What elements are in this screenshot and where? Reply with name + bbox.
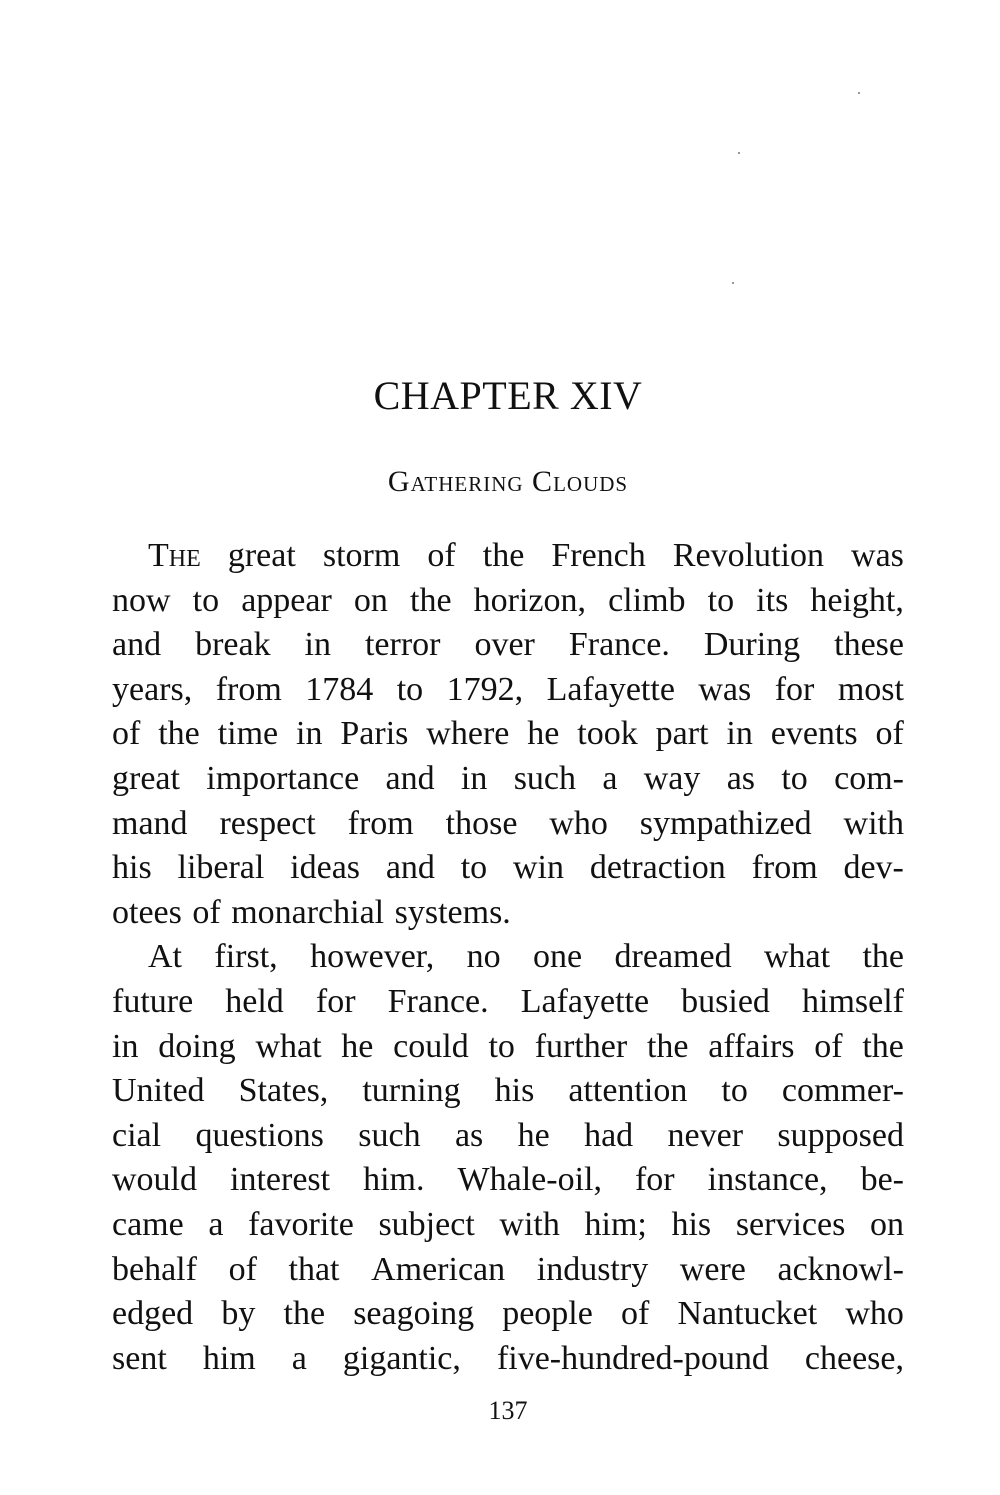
word: sent	[112, 1339, 167, 1377]
word: a	[208, 1205, 224, 1243]
word: acknowl-	[777, 1250, 904, 1288]
word: in	[726, 715, 753, 753]
word: events	[770, 715, 858, 753]
text-line	[112, 1025, 904, 1070]
word: At	[148, 938, 182, 976]
word: Nantucket	[677, 1295, 818, 1333]
word: of	[875, 715, 904, 753]
word: no	[466, 938, 501, 976]
word: in	[112, 1027, 139, 1065]
word: with	[499, 1205, 560, 1243]
word: five-hundred-pound	[496, 1339, 769, 1377]
word: industry	[536, 1250, 649, 1288]
word: were	[679, 1250, 746, 1288]
word: had	[584, 1116, 634, 1154]
word: what	[255, 1027, 322, 1065]
word: appear	[241, 581, 332, 619]
word: Lafayette	[520, 982, 650, 1020]
text-line	[112, 668, 904, 713]
text-line	[112, 1069, 904, 1114]
word: came	[112, 1205, 184, 1243]
word: him.	[363, 1161, 425, 1199]
word: further	[534, 1027, 628, 1065]
word: France.	[568, 626, 670, 664]
word: was	[698, 670, 752, 708]
word: that	[288, 1250, 340, 1288]
word: who	[845, 1295, 904, 1333]
word: himself	[802, 982, 904, 1020]
word: detraction	[589, 849, 726, 887]
page-speck	[738, 152, 740, 154]
word: storm	[322, 537, 401, 574]
word: of	[621, 1295, 650, 1333]
page-number: 137	[488, 1396, 528, 1425]
word: monarchial	[231, 893, 395, 931]
word: American	[371, 1250, 506, 1288]
word: with	[843, 804, 904, 842]
text-line	[112, 1337, 904, 1382]
word: During	[703, 626, 801, 664]
word: win	[513, 849, 564, 887]
word: cheese,	[804, 1339, 904, 1377]
word: sympathized	[639, 804, 812, 842]
word: a	[602, 759, 618, 797]
word: what	[763, 938, 831, 976]
word: dreamed	[614, 938, 732, 976]
word: cial	[112, 1116, 162, 1154]
word: people	[502, 1295, 593, 1333]
word: Whale-oil,	[457, 1161, 602, 1199]
word: took	[577, 715, 638, 753]
word: from	[751, 849, 818, 887]
word: he	[527, 715, 560, 753]
chapter-title: Gathering Clouds	[387, 465, 629, 498]
word: these	[834, 626, 904, 664]
word: future	[112, 982, 194, 1020]
word: those	[445, 804, 518, 842]
word: on	[353, 581, 388, 619]
word: to	[781, 759, 808, 797]
text-line	[112, 1292, 904, 1337]
word: the	[862, 1027, 904, 1065]
word: the	[862, 938, 904, 976]
word: of	[228, 1250, 257, 1288]
lead-word: The	[148, 537, 201, 574]
text-line	[112, 1248, 904, 1293]
word: respect	[219, 804, 316, 842]
word: a	[291, 1339, 307, 1377]
word: questions	[195, 1116, 324, 1154]
word: affairs	[708, 1027, 795, 1065]
word: to	[460, 849, 488, 887]
word: the	[158, 715, 200, 753]
word: France.	[387, 982, 489, 1020]
word: behalf	[112, 1250, 197, 1288]
word: otees	[112, 893, 193, 931]
word: 1784	[305, 670, 374, 708]
word: of	[814, 1027, 843, 1065]
text-line	[112, 623, 904, 668]
word: the	[482, 537, 525, 574]
word: to	[396, 670, 424, 708]
text-line	[112, 1158, 904, 1203]
word: climb	[608, 581, 686, 619]
page-speck	[858, 92, 860, 94]
text-line	[112, 980, 904, 1025]
word: he	[341, 1027, 374, 1065]
word: in	[296, 715, 323, 753]
word: his	[494, 1072, 535, 1110]
chapter-number: CHAPTER XIV	[373, 373, 643, 418]
word: to	[192, 581, 220, 619]
word: com-	[834, 759, 904, 797]
word: French	[551, 537, 646, 574]
word: such	[513, 759, 577, 797]
text-line	[112, 712, 904, 757]
word: edged	[112, 1295, 194, 1333]
word: him;	[584, 1205, 647, 1243]
word: way	[643, 759, 701, 797]
word: importance	[206, 759, 360, 797]
word: States,	[238, 1072, 329, 1110]
text-line	[112, 579, 904, 624]
page-speck	[732, 282, 734, 284]
word: most	[837, 670, 904, 708]
word: terror	[364, 626, 441, 664]
word: Paris	[340, 715, 409, 753]
text-line	[112, 534, 904, 579]
word: busied	[681, 982, 770, 1020]
word: such	[358, 1116, 421, 1154]
word: where	[426, 715, 510, 753]
word: to	[488, 1027, 515, 1065]
word: services	[735, 1205, 846, 1243]
word: height,	[810, 581, 904, 619]
word: horizon,	[473, 581, 586, 619]
word: Lafayette	[546, 670, 675, 708]
word: dev-	[843, 849, 904, 887]
word: could	[393, 1027, 469, 1065]
word: over	[474, 626, 535, 664]
word: who	[549, 804, 608, 842]
text-line	[112, 891, 904, 936]
word: supposed	[777, 1116, 904, 1154]
word: systems.	[394, 893, 511, 931]
word: break	[195, 626, 271, 664]
word: for	[774, 670, 815, 708]
word: for	[634, 1161, 675, 1199]
body-text	[112, 534, 904, 1381]
text-line	[112, 1203, 904, 1248]
word: the	[646, 1027, 689, 1065]
word: and	[385, 849, 435, 887]
word: and	[385, 759, 435, 797]
word: to	[707, 581, 735, 619]
word: part	[655, 715, 709, 753]
text-line	[112, 846, 904, 891]
word: the	[410, 581, 452, 619]
word: commer-	[781, 1072, 904, 1110]
word: be-	[860, 1161, 904, 1199]
word: subject	[378, 1205, 475, 1243]
word: years,	[112, 670, 193, 708]
word: Revolution	[672, 537, 824, 574]
word: and	[112, 626, 162, 664]
word: of	[112, 715, 141, 753]
word: him	[202, 1339, 256, 1377]
word: now	[112, 581, 171, 619]
word: he	[517, 1116, 550, 1154]
word: liberal	[177, 849, 265, 887]
word: however,	[310, 938, 435, 976]
word: time	[217, 715, 279, 753]
word: in	[304, 626, 331, 664]
word: gigantic,	[342, 1339, 461, 1377]
word: great	[112, 759, 180, 797]
word: on	[869, 1205, 904, 1243]
word: of	[427, 537, 456, 574]
word: the	[283, 1295, 326, 1333]
word: 1792,	[446, 670, 524, 708]
word: mand	[112, 804, 188, 842]
word: as	[726, 759, 756, 797]
word: turning	[362, 1072, 461, 1110]
word: as	[454, 1116, 484, 1154]
text-line	[112, 935, 904, 980]
word: his	[112, 849, 152, 887]
word: by	[221, 1295, 256, 1333]
word: United	[112, 1072, 205, 1110]
word: his	[671, 1205, 712, 1243]
word: of	[192, 893, 232, 931]
word: one	[533, 938, 583, 976]
text-line	[112, 757, 904, 802]
word: would	[112, 1161, 197, 1199]
word: from	[215, 670, 282, 708]
word: first,	[214, 938, 278, 976]
word: for	[315, 982, 356, 1020]
word: doing	[158, 1027, 236, 1065]
word: instance,	[707, 1161, 828, 1199]
text-line	[112, 1114, 904, 1159]
word: ideas	[290, 849, 361, 887]
word: favorite	[248, 1205, 354, 1243]
text-line	[112, 802, 904, 847]
word: its	[756, 581, 789, 619]
word: interest	[230, 1161, 331, 1199]
word: never	[667, 1116, 744, 1154]
word: seagoing	[353, 1295, 475, 1333]
word: was	[851, 537, 904, 574]
word: held	[225, 982, 284, 1020]
word: in	[460, 759, 488, 797]
word: great	[227, 537, 296, 574]
word: from	[347, 804, 414, 842]
word: to	[721, 1072, 748, 1110]
word: attention	[568, 1072, 688, 1110]
